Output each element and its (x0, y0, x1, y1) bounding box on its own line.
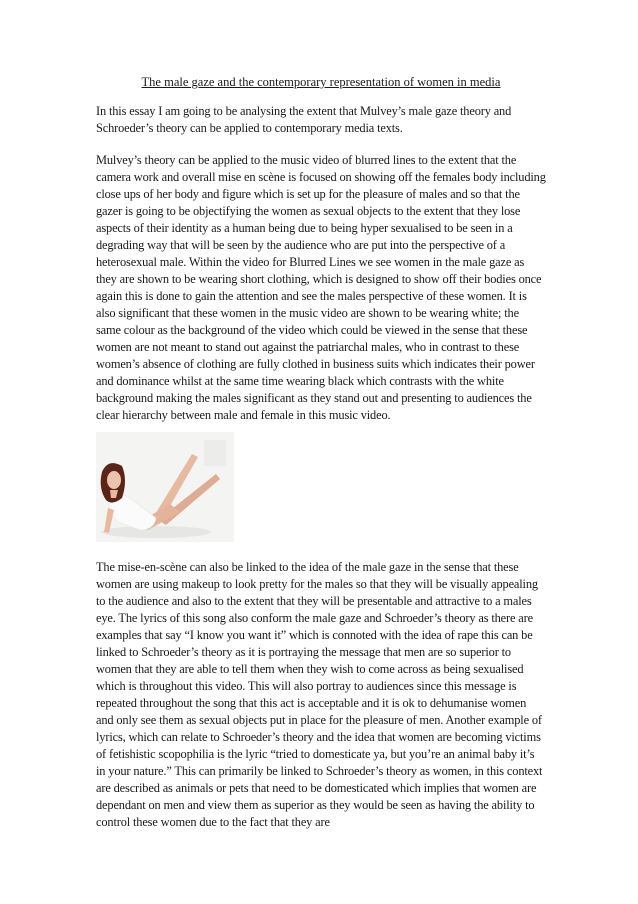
music-video-still-image (96, 432, 234, 542)
body-paragraph-2: The mise-en-scène can also be linked to the idea of the male gaze in the sense that these women are using makeup to look pretty for the males so that they will be visually appealing to the audience and also to the extent that they will be presentable and attractive to a males eye. The lyrics of this song also conform the male gaze and Schroeder’s theory as there are examples that say “I know you want it” which is connoted with the idea of rape this can be linked to Schroeder’s theory as it is portraying the message that men are so superior to women that they are able to tell them when they wish to come across as being sexualised which is throughout this video. This will also portray to audiences since this message is repeated throughout the song that this act is acceptable and it is ok to dehumanise women and only see them as sexual objects put in place for the pleasure of men. Another example of lyrics, which can relate to Schroeder’s theory and the idea that women are becoming victims of fetishistic scopophilia is the lyric “tried to domesticate ya, but you’re an animal baby it’s in your nature.” This can primarily be linked to Schroeder’s theory as women, in this context are described as animals or pets that need to be domesticated which implies that women are dependant on men and view them as superior as they would be seen as having the ability to control these women due to the fact that they are (96, 560, 543, 829)
woman-posing-illustration (96, 432, 234, 542)
body-paragraph-1: Mulvey’s theory can be applied to the music video of blurred lines to the extent that the camera work and overall mise en scène is focused on showing off the females body including close ups of her body and figure which is set up for the pleasure of males and so that the gazer is going to be objectifying the women as sexual objects to the extent that they lose aspects of their identity as a human being due to being hyper sexualised to be seen in a degrading way that will be seen by the audience who are put into the perspective of a heterosexual male. Within the video for Blurred Lines we see women in the male gaze as they are shown to be wearing short clothing, which is designed to show off their bodies once again this is done to gain the attention and see the males perspective of these women. It is also significant that these women in the music video are shown to be wearing white; the same colour as the background of the video which could be viewed in the sense that these women are not meant to stand out against the patriarchal males, who in contrast to these women’s absence of clothing are fully clothed in business suits which indicates their power and dominance whilst at the same time wearing black which contrasts with the white background making the males significant as they stand out and presenting to audiences the clear hierarchy between male and female in this music video. (96, 153, 546, 422)
document-page (96, 74, 546, 831)
essay-title: The male gaze and the contemporary representation of women in media (141, 75, 501, 89)
intro-paragraph: In this essay I am going to be analysing the extent that Mulvey’s male gaze theory and Schroeder’s theory can be applied to contemporary media texts. (96, 104, 512, 135)
